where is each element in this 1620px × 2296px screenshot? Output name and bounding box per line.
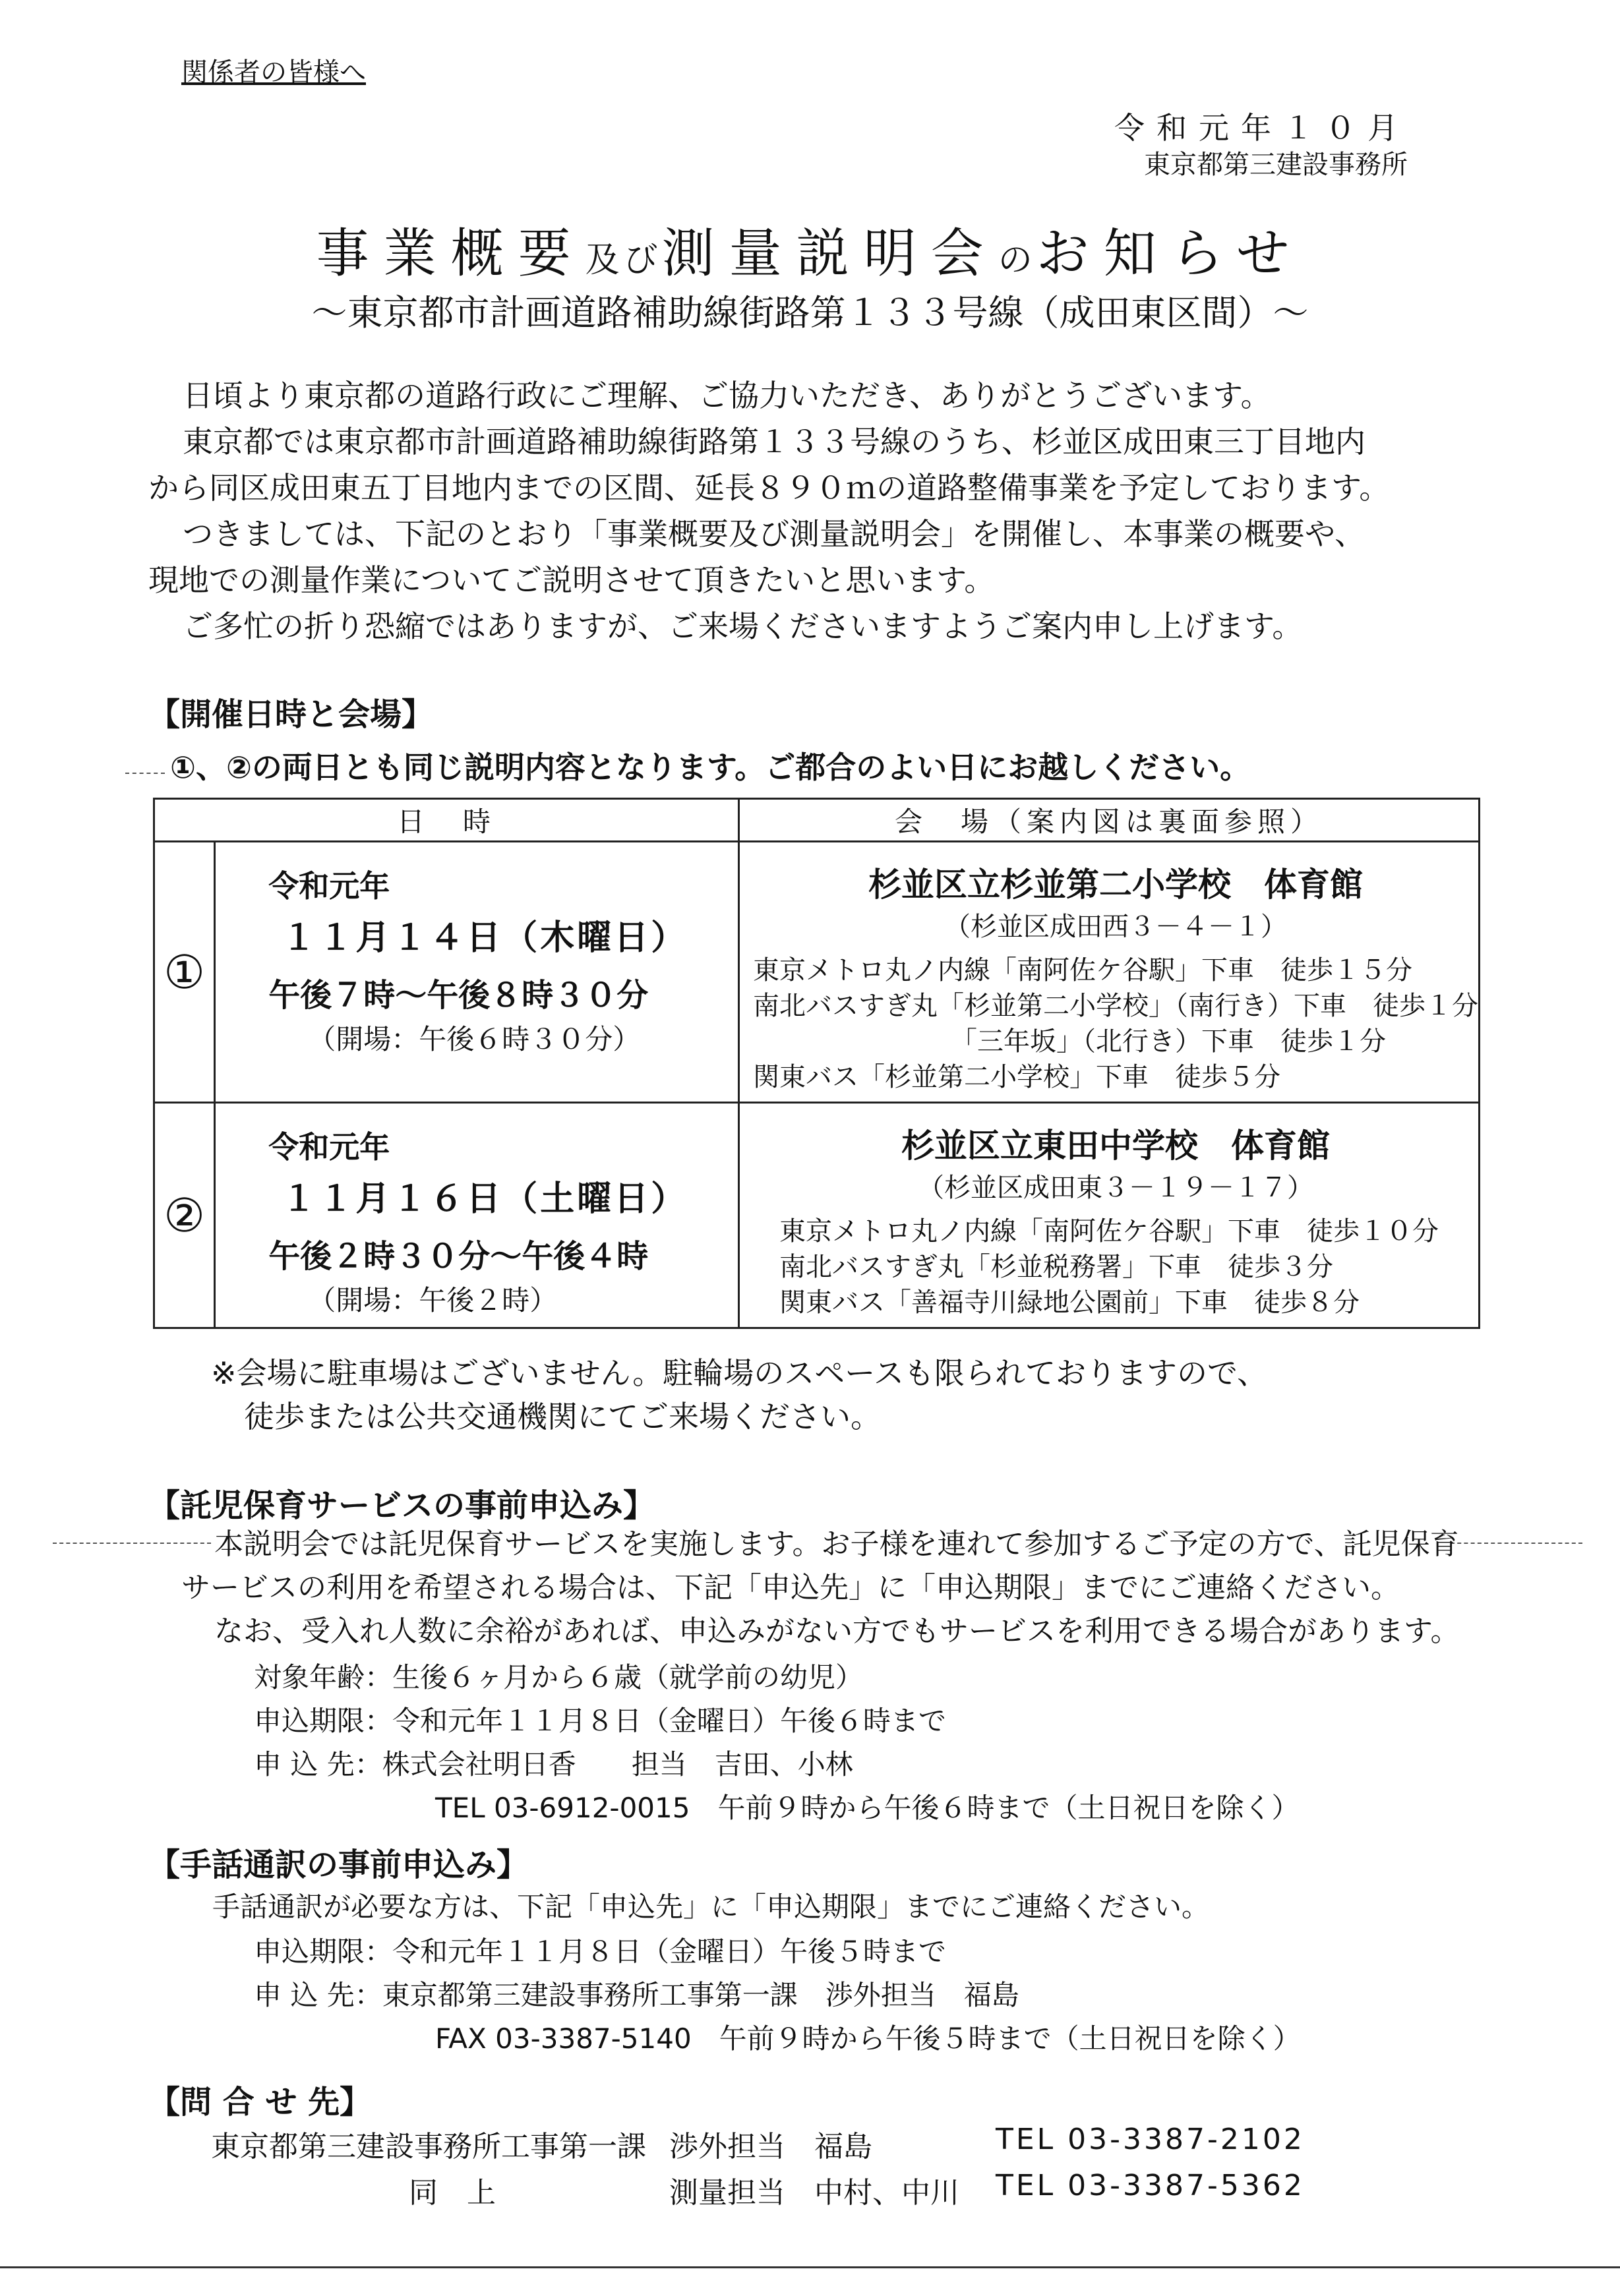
session-datetime xyxy=(215,1103,739,1328)
parking-note-line: ※会場に駐車場はございません。駐輪場のスペースも限られておりますので、 xyxy=(211,1355,1268,1391)
sign-language-fax: FAX 03-3387-5140 午前９時から午後５時まで（土日祝日を除く） xyxy=(435,2022,1301,2055)
venue-address: （杉並区成田東３－１９－１７） xyxy=(918,1173,1313,1203)
page-title xyxy=(0,211,1620,287)
sign-language-deadline: 申込期限：令和元年１１月８日（金曜日）午後５時まで xyxy=(254,1935,947,1968)
col-datetime-header: 日 時 xyxy=(154,799,739,842)
access-line: 東京メトロ丸ノ内線「南阿佐ケ谷駅」下車 徒歩１０分 xyxy=(779,1216,1439,1247)
sign-language-body xyxy=(212,1885,1209,1929)
childcare-line: なお、受入れ人数に余裕があれば、申込みがない方でもサービスを利用できる場合があります。 xyxy=(214,1614,1460,1648)
childcare-heading: 【託児保育サービスの事前申込み】 xyxy=(148,1487,655,1524)
venue-access xyxy=(753,1214,1478,1320)
session-number: ① xyxy=(154,842,215,1103)
venue-access xyxy=(753,953,1478,1095)
childcare-line: サービスの利用を希望される場合は、下記「申込先」に「申込期限」までにご連絡ください。 xyxy=(181,1571,1400,1604)
contact-org: 同 上 xyxy=(409,2176,496,2210)
session-venue xyxy=(739,1103,1480,1328)
issue-date: 令和元年１０月 xyxy=(1114,110,1410,146)
session-time: 午後２時３０分～午後４時 xyxy=(268,1238,649,1275)
session-era: 令和元年 xyxy=(268,1129,390,1165)
divider xyxy=(125,773,165,774)
table-header-row xyxy=(154,799,1480,842)
title-part5: お知らせ xyxy=(1036,223,1304,284)
session-era: 令和元年 xyxy=(268,868,390,904)
access-line: 関東バス「善福寺川緑地公園前」下車 徒歩８分 xyxy=(779,1287,1360,1318)
session-date: １１月１６日（土曜日） xyxy=(282,1179,688,1219)
venue-name: 杉並区立杉並第二小学校 体育館 xyxy=(868,866,1363,904)
childcare-applicant: 申 込 先：株式会社明日香 担当 吉田、小林 xyxy=(254,1748,853,1781)
table-row xyxy=(154,842,1480,1103)
contact-role: 渉外担当 福島 xyxy=(669,2130,872,2164)
childcare-age: 対象年齢：生後６ヶ月から６歳（就学前の幼児） xyxy=(254,1661,864,1693)
parking-note xyxy=(211,1351,1267,1438)
schedule-note: ①、②の両日とも同じ説明内容となります。ご都合のよい日にお越しください。 xyxy=(170,750,1251,785)
access-line: 南北バスすぎ丸「杉並税務署」下車 徒歩３分 xyxy=(779,1252,1333,1282)
sign-language-heading: 【手話通訳の事前申込み】 xyxy=(148,1846,529,1883)
access-line: 南北バスすぎ丸「杉並第二小学校」（南行き）下車 徒歩１分 xyxy=(753,991,1478,1021)
session-open-time: （開場：午後２時） xyxy=(308,1284,558,1316)
title-part3: 測量説明会 xyxy=(661,223,998,284)
sign-language-details xyxy=(254,1930,1301,2061)
intro-line: 日頃より東京都の道路行政にご理解、ご協力いただき、ありがとうございます。 xyxy=(183,378,1271,413)
sign-language-applicant: 申 込 先：東京都第三建設事務所工事第一課 渉外担当 福島 xyxy=(254,1979,1019,2011)
access-line: 「三年坂」（北行き）下車 徒歩１分 xyxy=(951,1026,1386,1057)
contact-heading: 【問 合 せ 先】 xyxy=(148,2084,372,2121)
issuing-office: 東京都第三建設事務所 xyxy=(1144,150,1408,180)
access-line: 東京メトロ丸ノ内線「南阿佐ケ谷駅」下車 徒歩１５分 xyxy=(753,955,1412,986)
contact-org: 東京都第三建設事務所工事第一課 xyxy=(211,2130,646,2164)
childcare-line: 本説明会では託児保育サービスを実施します。お子様を連れて参加するご予定の方で、託児保育 xyxy=(214,1527,1459,1561)
access-line: 関東バス「杉並第二小学校」下車 徒歩５分 xyxy=(753,1062,1280,1092)
childcare-body xyxy=(181,1523,1513,1653)
childcare-tel: TEL 03-6912-0015 午前９時から午後６時まで（土日祝日を除く） xyxy=(435,1792,1300,1824)
venue-address: （杉並区成田西３－４－１） xyxy=(944,912,1287,942)
childcare-deadline: 申込期限：令和元年１１月８日（金曜日）午後６時まで xyxy=(254,1705,947,1737)
intro-line: から同区成田東五丁目地内までの区間、延長８９０ｍの道路整備事業を予定しております。 xyxy=(148,470,1390,506)
intro-line: 現地での測量作業についてご説明させて頂きたいと思います。 xyxy=(148,562,995,598)
page-subtitle: ～東京都市計画道路補助線街路第１３３号線（成田東区間）～ xyxy=(311,292,1309,334)
table-row xyxy=(154,1103,1480,1328)
intro-paragraph xyxy=(148,372,1480,649)
session-datetime xyxy=(215,842,739,1103)
session-time: 午後７時～午後８時３０分 xyxy=(268,977,649,1014)
intro-line: ご多忙の折り恐縮ではありますが、ご来場くださいますようご案内申し上げます。 xyxy=(183,608,1303,644)
sign-language-line: 手話通訳が必要な方は、下記「申込先」に「申込期限」までにご連絡ください。 xyxy=(212,1891,1210,1923)
childcare-details xyxy=(254,1656,1299,1830)
schedule-heading: 【開催日時と会場】 xyxy=(148,696,434,733)
contact-tel: TEL 03-3387-5362 xyxy=(996,2169,1305,2202)
session-number: ② xyxy=(154,1103,215,1328)
session-date: １１月１４日（木曜日） xyxy=(282,918,688,958)
title-part2: 及び xyxy=(585,241,662,280)
contact-role: 測量担当 中村、中川 xyxy=(669,2176,959,2210)
schedule-table xyxy=(153,798,1480,1329)
session-open-time: （開場：午後６時３０分） xyxy=(308,1023,641,1055)
title-part4: の xyxy=(998,241,1036,280)
intro-line: 東京都では東京都市計画道路補助線街路第１３３号線のうち、杉並区成田東三丁目地内 xyxy=(183,424,1365,459)
parking-note-line: 徒歩または公共交通機関にてご来場ください。 xyxy=(244,1399,881,1434)
intro-line: つきましては、下記のとおり「事業概要及び測量説明会」を開催し、本事業の概要や、 xyxy=(183,516,1365,552)
title-part1: 事業概要 xyxy=(316,223,585,284)
addressee: 関係者の皆様へ xyxy=(181,57,366,88)
bottom-border xyxy=(0,2266,1620,2268)
session-venue xyxy=(739,842,1480,1103)
venue-name: 杉並区立東田中学校 体育館 xyxy=(901,1127,1330,1165)
col-venue-header: 会 場（案内図は裏面参照） xyxy=(739,799,1480,842)
contact-tel: TEL 03-3387-2102 xyxy=(996,2123,1305,2156)
